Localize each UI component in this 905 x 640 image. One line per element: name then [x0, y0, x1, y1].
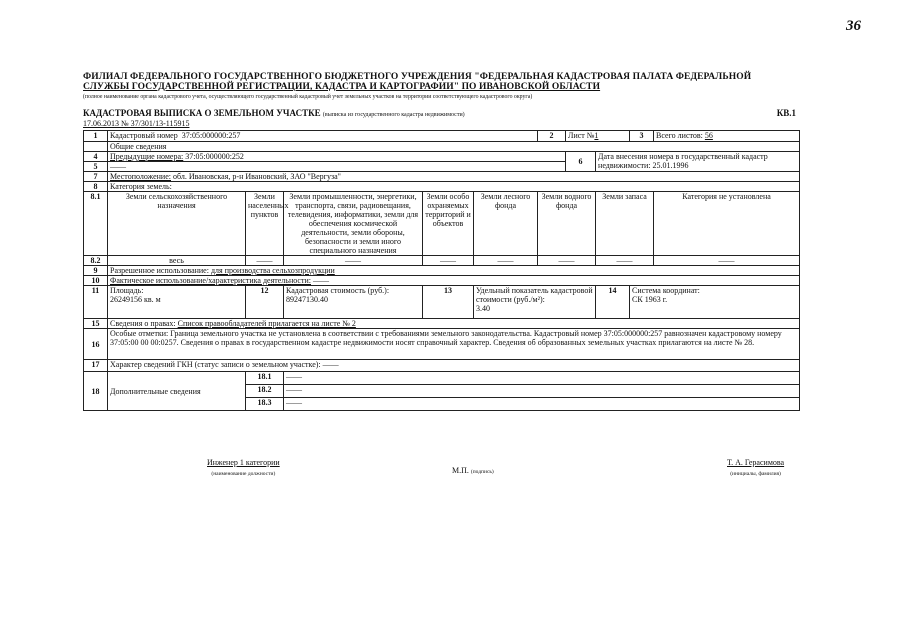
row-number: 7 — [84, 172, 108, 182]
category-value: —— — [474, 256, 538, 266]
form-code: КВ.1 — [776, 108, 796, 118]
specific-value-value: 3.40 — [476, 304, 490, 313]
record-status-value: —— — [322, 360, 339, 369]
total-sheets-cell — [654, 131, 800, 142]
row-number: 14 — [596, 286, 630, 319]
permitted-use-label: Разрешенное использование: — [110, 266, 209, 275]
area-label: Площадь: — [110, 286, 144, 295]
category-protected: Земли особо охраняемых территорий и объектов — [423, 192, 474, 256]
row-18-1 — [84, 372, 800, 385]
actual-use-cell — [108, 276, 800, 286]
area-value: 26249156 кв. м — [110, 295, 161, 304]
row-7 — [84, 172, 800, 182]
specific-value-label: Удельный показатель кадастровой стоимости (руб./м²): — [476, 286, 593, 304]
sheet-label: Лист № — [568, 131, 595, 140]
organization-note: (полное наименование органа кадастрового учета, осуществляющего государственный кадастровый учет земельных участков на территории соответствующего кадастрового округа) — [83, 94, 533, 100]
row-4 — [84, 152, 800, 162]
row-number: 18.2 — [246, 385, 284, 398]
total-sheets-label: Всего листов: — [656, 131, 703, 140]
area-cell — [108, 286, 246, 319]
row-number: 12 — [246, 286, 284, 319]
row-15 — [84, 319, 800, 329]
document-title: КАДАСТРОВАЯ ВЫПИСКА О ЗЕМЕЛЬНОМ УЧАСТКЕ — [83, 108, 321, 118]
number-entry-date: Дата внесения номера в государственный кадастр недвижимости: 25.01.1996 — [596, 152, 800, 172]
row-16 — [84, 329, 800, 360]
signer-name: Т. А. Герасимова — [727, 458, 785, 467]
category-value: —— — [284, 256, 423, 266]
category-water: Земли водного фонда — [538, 192, 596, 256]
row-number: 4 — [84, 152, 108, 162]
coordinate-system-cell — [630, 286, 800, 319]
previous-numbers-label: Предыдущие номера: — [110, 152, 184, 161]
row-number: 3 — [630, 131, 654, 142]
category-value: —— — [538, 256, 596, 266]
signer-position-caption: (наименование должности) — [211, 471, 276, 477]
category-value: весь — [108, 256, 246, 266]
row-number: 18 — [84, 372, 108, 411]
category-reserve: Земли запаса — [596, 192, 654, 256]
sheet-cell — [566, 131, 630, 142]
row-number: 18.3 — [246, 398, 284, 411]
signature-position-block — [207, 458, 280, 477]
row-number: 11 — [84, 286, 108, 319]
category-agricultural: Земли сельскохозяйственного назначения — [108, 192, 246, 256]
row-11-14 — [84, 286, 800, 319]
permitted-use-value: для производства сельхозпродукции — [210, 266, 335, 275]
row-number: 2 — [538, 131, 566, 142]
total-sheets-value: 56 — [704, 131, 713, 140]
row-8 — [84, 182, 800, 192]
date-number: 17.06.2013 № 37/301/13-115915 — [83, 119, 190, 128]
location-value: обл. Ивановская, р-н Ивановский, ЗАО "Вергуза" — [172, 172, 341, 181]
additional-info-label: Дополнительные сведения — [108, 372, 246, 411]
row-number: 18.1 — [246, 372, 284, 385]
previous-numbers-cell — [108, 152, 566, 162]
permitted-use-cell — [108, 266, 800, 276]
special-notes: Особые отметки: Граница земельного участка не установлена в соответствии с требованиями земельного законодательства. Кадастровый номер 37:05:000000:257 равнозначен кадастровому номеру 37:05:00 00 00:0257. Сведения о правах в государственном кадастре недвижимости носят справочный характер. Сведения об образованных земельных участках прилагаются на листе № 28. — [108, 329, 800, 360]
row-number: 16 — [84, 329, 108, 360]
cadastral-number-value: 37:05:000000:257 — [181, 131, 241, 140]
previous-numbers-value: 37:05:000000:252 — [185, 152, 244, 161]
specific-value-cell — [474, 286, 596, 319]
rights-label: Сведения о правах: — [110, 319, 176, 328]
rights-cell — [108, 319, 800, 329]
category-value: —— — [246, 256, 284, 266]
rights-value: Список правообладателей прилагается на листе № 2 — [177, 319, 356, 328]
coordinate-system-label: Система координат: — [632, 286, 700, 295]
additional-info-value: —— — [284, 372, 800, 385]
category-value: —— — [423, 256, 474, 266]
document-title-note: (выписка из государственного кадастра недвижимости) — [322, 112, 465, 118]
cadastral-number-cell — [108, 131, 538, 142]
row-number: 1 — [84, 131, 108, 142]
actual-use-label: Фактическое использование/характеристика деятельности: — [110, 276, 311, 285]
stamp-caption: (подпись) — [470, 469, 494, 475]
additional-info-value: —— — [284, 385, 800, 398]
record-status-cell — [108, 360, 800, 372]
row-17 — [84, 360, 800, 372]
cadastral-value-cell — [284, 286, 423, 319]
row-number: 8 — [84, 182, 108, 192]
additional-info-value: —— — [284, 398, 800, 411]
row-number: 13 — [423, 286, 474, 319]
cadastral-value-value: 89247130.40 — [286, 295, 328, 304]
category-settlements: Земли населенных пунктов — [246, 192, 284, 256]
category-forest: Земли лесного фонда — [474, 192, 538, 256]
signer-position: Инженер 1 категории — [207, 458, 280, 467]
category-industry: Земли промышленности, энергетики, транспорта, связи, радиовещания, телевидения, информатики, земли для обеспечения космической деятельности, земли обороны, безопасности и земли иного специального назначения — [284, 192, 423, 256]
location-cell — [108, 172, 800, 182]
signer-name-block — [727, 458, 784, 477]
row-10 — [84, 276, 800, 286]
row-number: 8.1 — [84, 192, 108, 256]
sheet-value: 1 — [594, 131, 599, 140]
row-number: 10 — [84, 276, 108, 286]
general-info-row — [84, 142, 800, 152]
record-status-label: Характер сведений ГКН (статус записи о земельном участке): — [110, 360, 321, 369]
organization-name — [83, 72, 803, 92]
org-line-2: СЛУЖБЫ ГОСУДАРСТВЕННОЙ РЕГИСТРАЦИИ, КАДАСТРА И КАРТОГРАФИИ" ПО ИВАНОВСКОЙ ОБЛАСТИ — [83, 82, 601, 92]
location-label: Местоположение: — [110, 172, 171, 181]
row-1 — [84, 131, 800, 142]
row-number: 5 — [84, 162, 108, 172]
cadastral-value-label: Кадастровая стоимость (руб.): — [286, 286, 390, 295]
row-number: 15 — [84, 319, 108, 329]
category-not-set: Категория не установлена — [654, 192, 800, 256]
actual-use-value: —— — [312, 276, 329, 285]
cadastral-table — [83, 130, 800, 411]
row-number: 6 — [566, 152, 596, 172]
document-title-row — [83, 108, 796, 118]
page-number: 36 — [846, 18, 861, 34]
row-9 — [84, 266, 800, 276]
coordinate-system-value: СК 1963 г. — [632, 295, 668, 304]
row-number: 8.2 — [84, 256, 108, 266]
row-8-2 — [84, 256, 800, 266]
signer-name-caption: (инициалы, фамилия) — [730, 471, 781, 477]
stamp-block — [452, 466, 494, 475]
row-8-1 — [84, 192, 800, 256]
row-5-value: —— — [108, 162, 566, 172]
category-value: —— — [654, 256, 800, 266]
land-category-label: Категория земель: — [108, 182, 800, 192]
cadastral-number-label: Кадастровый номер — [110, 131, 178, 140]
stamp-label: М.П. — [452, 466, 469, 475]
general-info-heading: Общие сведения — [108, 142, 800, 152]
category-value: —— — [596, 256, 654, 266]
row-number: 17 — [84, 360, 108, 372]
org-line-1: ФИЛИАЛ ФЕДЕРАЛЬНОГО ГОСУДАРСТВЕННОГО БЮДЖЕТНОГО УЧРЕЖДЕНИЯ "ФЕДЕРАЛЬНАЯ КАДАСТРОВАЯ ПАЛАТА ФЕДЕРАЛЬНОЙ — [83, 72, 752, 82]
row-number: 9 — [84, 266, 108, 276]
document-header — [83, 72, 803, 101]
